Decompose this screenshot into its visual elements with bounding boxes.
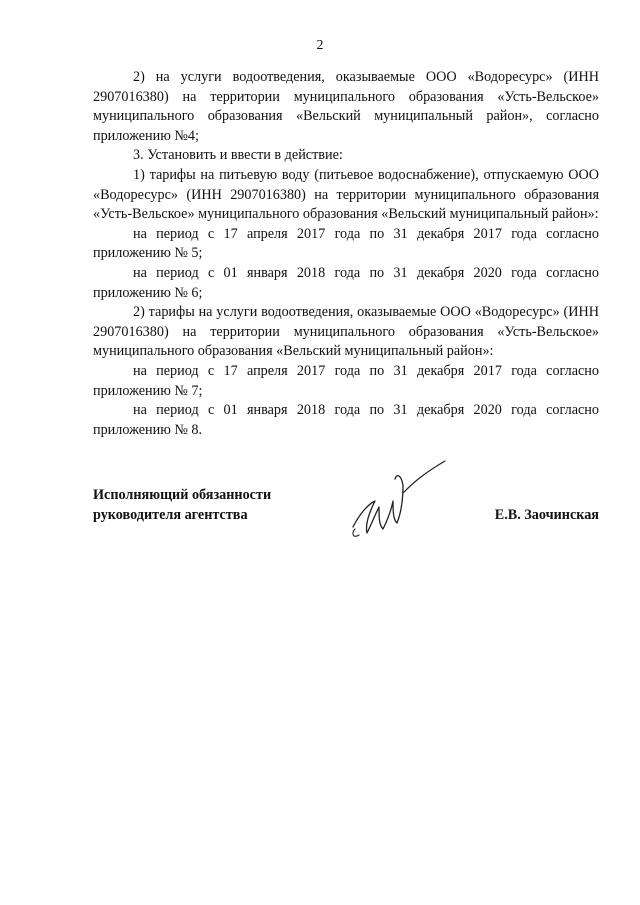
- paragraph-section-3-heading: 3. Установить и ввести в действие:: [133, 147, 343, 164]
- page-number: 2: [316, 38, 324, 53]
- signer-name: Е.В. Заочинская: [494, 506, 599, 523]
- handwritten-signature: [345, 455, 455, 545]
- signer-position-line-2: руководителя агентства: [93, 506, 248, 523]
- paragraph-wastewater-tariff-appendix-4: 2) на услуги водоотведения, оказываемые ООО «Водоресурс» (ИНН 2907016380) на территории муниципального образования «Усть-Вельское» муниципального образования «Вельский муниципальный район», согласно приложению №4;: [93, 69, 599, 144]
- paragraph-period-appendix-5: на период с 17 апреля 2017 года по 31 декабря 2017 года согласно приложению № 5;: [93, 225, 599, 262]
- paragraph-period-appendix-6: на период с 01 января 2018 года по 31 декабря 2020 года согласно приложению № 6;: [93, 264, 599, 301]
- paragraph-period-appendix-8: на период с 01 января 2018 года по 31 декабря 2020 года согласно приложению № 8.: [93, 402, 599, 438]
- document-body: [93, 68, 599, 440]
- paragraph-period-appendix-7: на период с 17 апреля 2017 года по 31 декабря 2017 года согласно приложению № 7;: [93, 362, 599, 399]
- paragraph-wastewater-tariffs: 2) тарифы на услуги водоотведения, оказываемые ООО «Водоресурс» (ИНН 2907016380) на территории муниципального образования «Усть-Вельское» муниципального образования «Вельский муниципальный район»:: [93, 304, 599, 360]
- signer-position-line-1: Исполняющий обязанности: [93, 487, 272, 503]
- paragraph-water-tariffs: 1) тарифы на питьевую воду (питьевое водоснабжение), отпускаемую ООО «Водоресурс» (ИНН 2907016380) на территории муниципального образования «Усть-Вельское» муниципального образования «Вельский муниципальный район»:: [93, 166, 599, 223]
- signer-position: [93, 486, 271, 525]
